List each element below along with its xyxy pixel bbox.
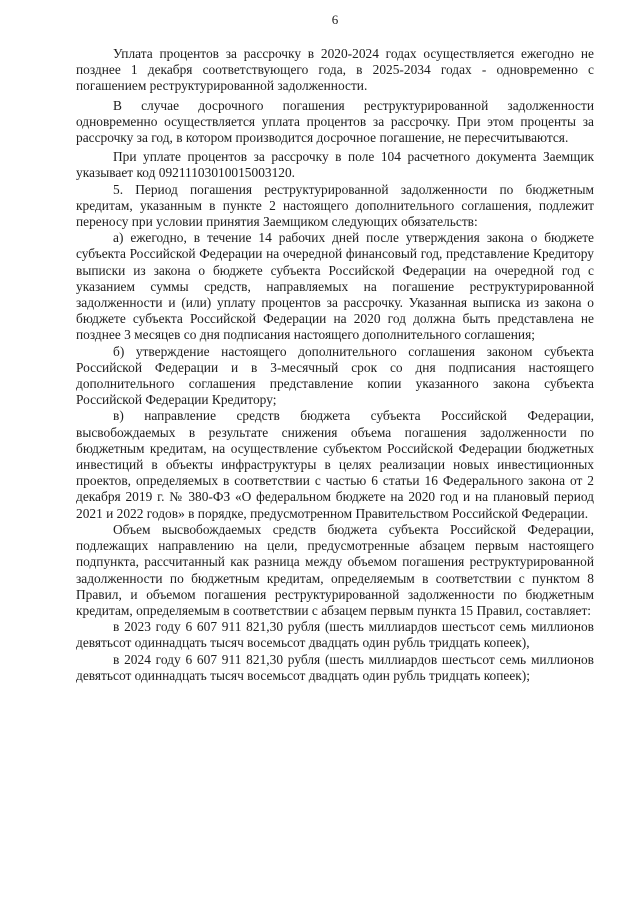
paragraph-released-funds: Объем высвобождаемых средств бюджета субъекта Российской Федерации, подлежащих направлению на цели, предусмотренные абзацем первым настоящего подпункта, рассчитанный как разница между объемом погашения реструктурированной задолженности по бюджетным кредитам, определяемым в соответствии с пунктом 8 Правил, и объемом погашения реструктурированной задолженности по бюджетным кредитам, определяемым в соответствии с абзацем первым пункта 15 Правил, составляет: xyxy=(76,521,594,618)
page-number: 6 xyxy=(331,12,339,27)
paragraph-payment-code: При уплате процентов за рассрочку в поле 104 расчетного документа Заемщик указывает код 09211103010015003120. xyxy=(76,149,594,181)
paragraph-amount-2023: в 2023 году 6 607 911 821,30 рубля (шесть миллиардов шестьсот семь миллионов девятьсот одиннадцать тысяч восемьсот двадцать один рубль тридцать копеек), xyxy=(76,619,594,651)
paragraph-item-b: б) утверждение настоящего дополнительного соглашения законом субъекта Российской Федерации и в 3-месячный срок со дня подписания настоящего дополнительного соглашения представление копии указанного закона субъекта Российской Федерации Кредитору; xyxy=(76,343,594,408)
paragraph-early-repayment: В случае досрочного погашения реструктурированной задолженности одновременно осуществляется уплата процентов за рассрочку. При этом проценты за рассрочку за год, в котором производится досрочное погашение, не пересчитываются. xyxy=(76,97,594,146)
paragraph-item-c: в) направление средств бюджета субъекта Российской Федерации, высвобождаемых в результате снижения объема погашения задолженности по бюджетным кредитам, на осуществление субъектом Российской Федерации бюджетных инвестиций в объекты инфраструктуры в целях реализации новых инвестиционных проектов, определяемых в соответствии с частью 6 статьи 16 Федерального закона от 2 декабря 2019 г. № 380-ФЗ «О федеральном бюджете на 2020 год и на плановый период 2021 и 2022 годов» в порядке, предусмотренном Правительством Российской Федерации. xyxy=(76,408,594,521)
paragraph-item-a: а) ежегодно, в течение 14 рабочих дней после утверждения закона о бюджете субъекта Российской Федерации на очередной финансовый год, представление Кредитору выписки из закона о бюджете субъекта Российской Федерации на очередной год с указанием суммы средств, направляемых на погашение реструктурированной задолженности и (или) уплату процентов за рассрочку. Указанная выписка из закона о бюджете субъекта Российской Федерации на 2020 год должна быть представлена не позднее 3 месяцев со дня подписания настоящего дополнительного соглашения; xyxy=(76,230,594,343)
document-body xyxy=(76,46,594,684)
paragraph-interest-payment: Уплата процентов за рассрочку в 2020-2024 годах осуществляется ежегодно не позднее 1 декабря соответствующего года, в 2025-2034 годах - одновременно с погашением реструктурированной задолженности. xyxy=(76,46,594,94)
paragraph-amount-2024: в 2024 году 6 607 911 821,30 рубля (шесть миллиардов шестьсот семь миллионов девятьсот одиннадцать тысяч восемьсот двадцать один рубль тридцать копеек); xyxy=(76,651,594,683)
paragraph-section-5: 5. Период погашения реструктурированной задолженности по бюджетным кредитам, указанным в пункте 2 настоящего дополнительного соглашения, подлежит переносу при условии принятия Заемщиком следующих обязательств: xyxy=(76,181,594,230)
